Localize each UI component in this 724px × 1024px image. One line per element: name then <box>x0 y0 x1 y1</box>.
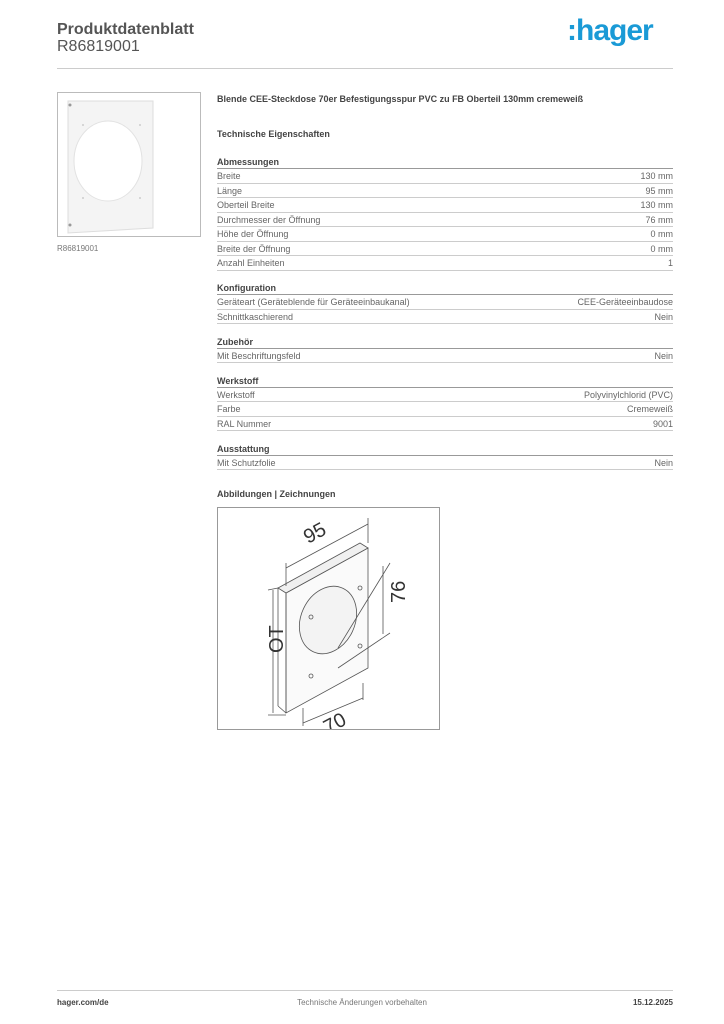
spec-row <box>217 388 673 403</box>
header-divider <box>57 68 673 69</box>
spec-value: 130 mm <box>640 171 673 181</box>
section-heading: Abmessungen <box>217 155 673 169</box>
spec-label: Oberteil Breite <box>217 200 275 210</box>
spec-value: CEE-Geräteeinbaudose <box>577 297 673 307</box>
section-heading: Zubehör <box>217 335 673 349</box>
dim-diameter-label: 76 <box>388 580 410 603</box>
footer-divider <box>57 990 673 991</box>
product-code: R86819001 <box>57 38 140 55</box>
spec-row <box>217 402 673 417</box>
image-caption: R86819001 <box>57 244 99 253</box>
spec-section <box>217 335 673 364</box>
spec-row <box>217 227 673 242</box>
spec-label: Länge <box>217 185 243 196</box>
spec-label: Anzahl Einheiten <box>217 258 285 268</box>
dim-length-label: 95 <box>300 518 330 549</box>
spec-value: Polyvinylchlorid (PVC) <box>583 389 673 400</box>
spec-label: Breite der Öffnung <box>217 243 291 254</box>
spec-label: Schnittkaschierend <box>217 311 294 322</box>
spec-row <box>217 256 673 271</box>
spec-section <box>217 374 673 432</box>
spec-value: 95 mm <box>645 185 673 196</box>
spec-value: Nein <box>654 311 673 322</box>
spec-value: 130 mm <box>640 200 673 210</box>
spec-value: Nein <box>654 457 673 468</box>
page-title: Produktdatenblatt <box>57 21 194 38</box>
dim-rail-label: 70 <box>320 708 351 729</box>
spec-row <box>217 456 673 471</box>
spec-value: 76 mm <box>645 214 673 225</box>
footer-notice: Technische Änderungen vorbehalten <box>297 998 427 1007</box>
footer-website[interactable]: hager.com/de <box>57 998 109 1007</box>
spec-value: Nein <box>654 350 673 361</box>
spec-row <box>217 417 673 432</box>
spec-row <box>217 184 673 199</box>
spec-row <box>217 242 673 257</box>
spec-value: 1 <box>667 258 673 268</box>
product-image <box>57 92 201 237</box>
footer-date: 15.12.2025 <box>632 998 673 1007</box>
spec-row <box>217 295 673 310</box>
section-heading: Werkstoff <box>217 374 673 388</box>
section-heading: Konfiguration <box>217 281 673 295</box>
spec-section <box>217 442 673 471</box>
hager-logo: :hager <box>567 14 653 47</box>
spec-label: Farbe <box>217 404 241 414</box>
spec-row <box>217 349 673 364</box>
dimension-drawing <box>217 507 440 730</box>
spec-value: 0 mm <box>650 243 673 254</box>
spec-section <box>217 155 673 271</box>
spec-row <box>217 213 673 228</box>
spec-value: Cremeweiß <box>626 404 673 414</box>
spec-label: Geräteart (Geräteblende für Geräteeinbaukanal) <box>217 297 410 307</box>
product-title: Blende CEE-Steckdose 70er Befestigungsspur PVC zu FB Oberteil 130mm cremeweiß <box>217 94 584 104</box>
spec-label: Mit Beschriftungsfeld <box>217 350 301 361</box>
spec-value: 0 mm <box>650 229 673 239</box>
spec-label: Höhe der Öffnung <box>217 229 289 239</box>
spec-row <box>217 198 673 213</box>
spec-value: 9001 <box>652 418 673 429</box>
spec-label: Werkstoff <box>217 389 255 400</box>
tech-heading: Technische Eigenschaften <box>217 129 330 139</box>
figures-heading: Abbildungen | Zeichnungen <box>217 489 336 499</box>
spec-row <box>217 169 673 184</box>
dim-height-label: OT <box>266 625 288 653</box>
spec-label: RAL Nummer <box>217 418 272 429</box>
spec-content <box>217 94 673 503</box>
section-heading: Ausstattung <box>217 442 673 456</box>
spec-row <box>217 310 673 325</box>
spec-section <box>217 281 673 324</box>
spec-label: Breite <box>217 171 241 181</box>
spec-label: Mit Schutzfolie <box>217 457 276 468</box>
spec-label: Durchmesser der Öffnung <box>217 214 321 225</box>
